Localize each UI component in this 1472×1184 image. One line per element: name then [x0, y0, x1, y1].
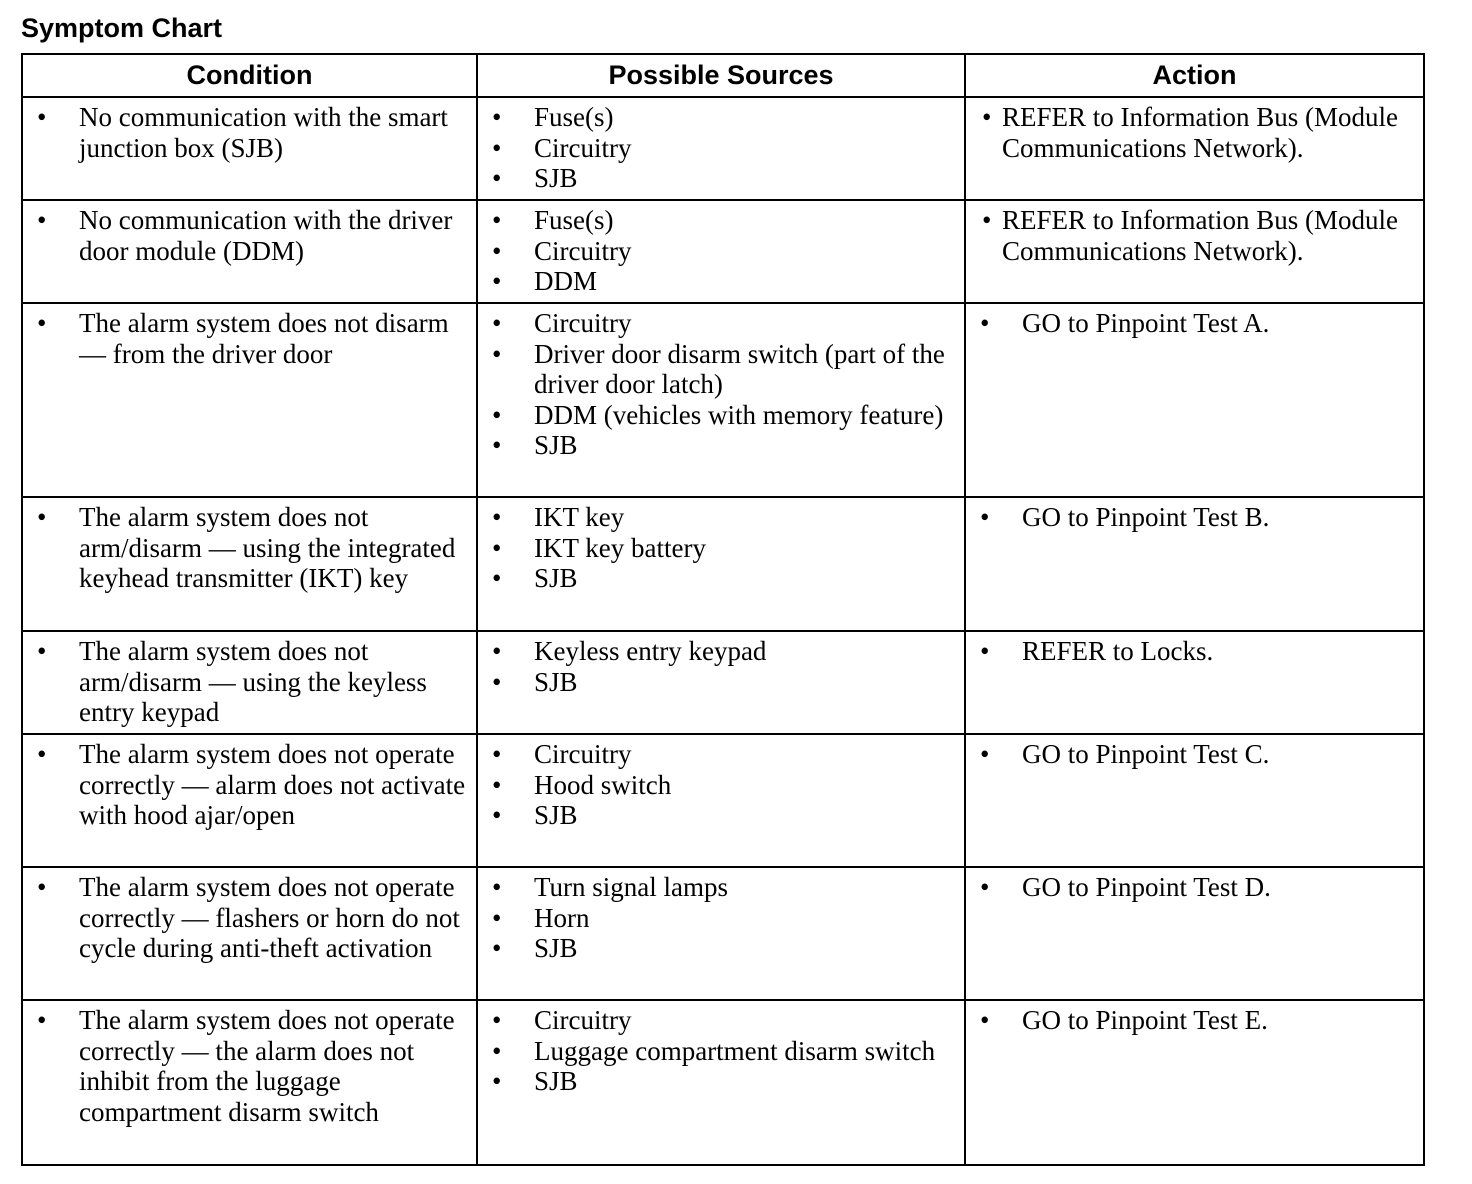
source-item: • Keyless entry keypad — [478, 636, 964, 667]
source-item: • SJB — [478, 563, 964, 594]
source-item: • Circuitry — [478, 739, 964, 770]
sources-cell — [477, 497, 965, 631]
source-item: • Luggage compartment disarm switch — [478, 1036, 964, 1067]
sources-cell — [477, 631, 965, 734]
table-row — [22, 497, 1424, 631]
possible-sources-column-header: Possible Sources — [477, 54, 965, 97]
condition-text: • No communication with the smart junction box (SJB) — [23, 102, 476, 163]
condition-text: • The alarm system does not operate correctly — flashers or horn do not cycle during anti-theft activation — [23, 872, 476, 964]
source-item: • SJB — [478, 163, 964, 194]
condition-cell — [22, 734, 477, 867]
table-row — [22, 200, 1424, 303]
action-column-header: Action — [965, 54, 1424, 97]
table-row — [22, 303, 1424, 497]
source-item: • Hood switch — [478, 770, 964, 801]
condition-text: • The alarm system does not arm/disarm — using the integrated keyhead transmitter (IKT) key — [23, 502, 476, 594]
action-text: • GO to Pinpoint Test A. — [966, 308, 1423, 339]
source-item: • Turn signal lamps — [478, 872, 964, 903]
sources-cell — [477, 1000, 965, 1165]
source-item: • Horn — [478, 903, 964, 934]
condition-text: • The alarm system does not operate correctly — the alarm does not inhibit from the luggage compartment disarm switch — [23, 1005, 476, 1127]
sources-cell — [477, 97, 965, 200]
condition-cell — [22, 1000, 477, 1165]
page-title: Symptom Chart — [21, 13, 223, 43]
condition-column-header: Condition — [22, 54, 477, 97]
condition-cell — [22, 867, 477, 1000]
source-item: • Circuitry — [478, 236, 964, 267]
source-item: • SJB — [478, 800, 964, 831]
table-row — [22, 97, 1424, 200]
action-cell — [965, 97, 1424, 200]
source-item: • DDM (vehicles with memory feature) — [478, 400, 964, 431]
action-cell — [965, 1000, 1424, 1165]
source-item: • Fuse(s) — [478, 205, 964, 236]
source-item: • SJB — [478, 667, 964, 698]
action-text: • REFER to Information Bus (Module Communications Network). — [966, 102, 1423, 163]
table-row — [22, 734, 1424, 867]
symptom-chart-table — [21, 53, 1425, 1166]
action-cell — [965, 497, 1424, 631]
sources-cell — [477, 867, 965, 1000]
table-row — [22, 631, 1424, 734]
condition-cell — [22, 497, 477, 631]
source-item: • Driver door disarm switch (part of the driver door latch) — [478, 339, 964, 400]
source-item: • Circuitry — [478, 133, 964, 164]
condition-text: • The alarm system does not operate correctly — alarm does not activate with hood ajar/open — [23, 739, 476, 831]
sources-cell — [477, 200, 965, 303]
header-row — [22, 54, 1424, 97]
sources-cell — [477, 734, 965, 867]
action-text: • GO to Pinpoint Test B. — [966, 502, 1423, 533]
condition-cell — [22, 631, 477, 734]
condition-cell — [22, 97, 477, 200]
source-item: • Circuitry — [478, 308, 964, 339]
action-text: • GO to Pinpoint Test D. — [966, 872, 1423, 903]
source-item: • Circuitry — [478, 1005, 964, 1036]
action-text: • REFER to Information Bus (Module Communications Network). — [966, 205, 1423, 266]
source-item: • SJB — [478, 430, 964, 461]
action-cell — [965, 303, 1424, 497]
condition-text: • The alarm system does not disarm — from the driver door — [23, 308, 476, 369]
action-cell — [965, 867, 1424, 1000]
table-row — [22, 867, 1424, 1000]
source-item: • IKT key — [478, 502, 964, 533]
action-text: • GO to Pinpoint Test C. — [966, 739, 1423, 770]
source-item: • SJB — [478, 933, 964, 964]
source-item: • SJB — [478, 1066, 964, 1097]
action-cell — [965, 631, 1424, 734]
condition-text: • The alarm system does not arm/disarm — using the keyless entry keypad — [23, 636, 476, 728]
condition-text: • No communication with the driver door module (DDM) — [23, 205, 476, 266]
source-item: • DDM — [478, 266, 964, 297]
action-cell — [965, 200, 1424, 303]
action-cell — [965, 734, 1424, 867]
condition-cell — [22, 303, 477, 497]
condition-cell — [22, 200, 477, 303]
sources-cell — [477, 303, 965, 497]
action-text: • GO to Pinpoint Test E. — [966, 1005, 1423, 1036]
source-item: • Fuse(s) — [478, 102, 964, 133]
action-text: • REFER to Locks. — [966, 636, 1423, 667]
table-row — [22, 1000, 1424, 1165]
source-item: • IKT key battery — [478, 533, 964, 564]
